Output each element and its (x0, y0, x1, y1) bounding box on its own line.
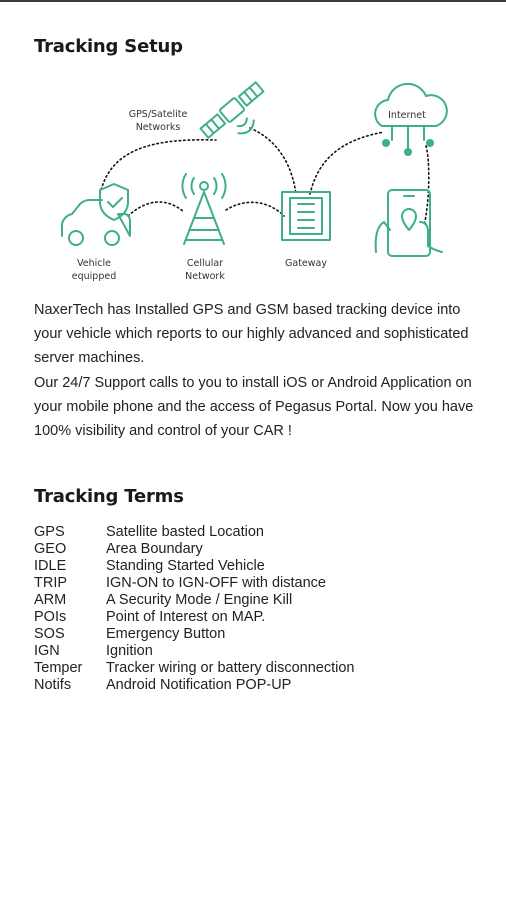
mobile-phone-icon (376, 190, 442, 256)
term-row (34, 575, 354, 592)
term-row (34, 609, 354, 626)
tracking-terms-title: Tracking Terms (34, 486, 184, 507)
term-row (34, 524, 354, 541)
term-name: IGN (34, 643, 60, 659)
term-name: SOS (34, 626, 65, 642)
cellular-label: Cellular Network (185, 258, 225, 282)
cellular-tower-icon (182, 174, 225, 244)
term-meaning: Satellite basted Location (106, 524, 264, 540)
term-meaning: IGN-ON to IGN-OFF with distance (106, 575, 326, 591)
term-row (34, 592, 354, 609)
term-row (34, 558, 354, 575)
term-meaning: Android Notification POP-UP (106, 677, 292, 693)
internet-label: Internet (388, 110, 426, 121)
satellite-label: GPS/Satelite Networks (128, 109, 188, 133)
tracking-setup-diagram (0, 70, 506, 290)
term-name: IDLE (34, 558, 67, 574)
term-row (34, 660, 354, 677)
term-row (34, 677, 354, 694)
term-meaning: Tracker wiring or battery disconnection (106, 660, 355, 676)
vehicle-icon (62, 184, 130, 245)
term-meaning: Point of Interest on MAP. (106, 609, 266, 625)
top-border (0, 0, 506, 2)
description-paragraph-1: NaxerTech has Installed GPS and GSM based tracking device into your vehicle which reports to our highly advanced and sophisticated server machines. (34, 302, 469, 367)
tracking-terms-list (34, 524, 354, 694)
gateway-label: Gateway (285, 258, 327, 269)
link-internet-phone (424, 146, 429, 226)
link-satellite-gateway (250, 128, 296, 194)
term-meaning: Ignition (106, 643, 153, 659)
term-row (34, 626, 354, 643)
term-name: Notifs (34, 677, 72, 693)
link-cellular-gateway (226, 202, 284, 216)
link-gateway-internet (310, 132, 384, 194)
term-meaning: A Security Mode / Engine Kill (106, 592, 293, 608)
term-name: GEO (34, 541, 67, 557)
term-row (34, 643, 354, 660)
term-meaning: Standing Started Vehicle (106, 558, 265, 574)
gateway-icon (282, 192, 330, 240)
link-vehicle-cellular (128, 202, 184, 216)
term-meaning: Emergency Button (106, 626, 226, 642)
term-name: Temper (34, 660, 83, 676)
vehicle-label: Vehicle equipped (71, 258, 117, 282)
satellite-icon (199, 81, 277, 154)
term-name: TRIP (34, 575, 68, 591)
term-name: GPS (34, 524, 65, 540)
term-name: POIs (34, 609, 67, 625)
description-paragraph-2: Our 24/7 Support calls to you to install iOS or Android Application on your mobile phone and the access of Pegasus Portal. Now you have 100% visibility and control of your CAR ! (34, 374, 474, 440)
setup-description (34, 298, 474, 443)
tracking-setup-title: Tracking Setup (34, 36, 183, 57)
term-name: ARM (34, 592, 67, 608)
term-meaning: Area Boundary (106, 541, 203, 557)
term-row (34, 541, 354, 558)
